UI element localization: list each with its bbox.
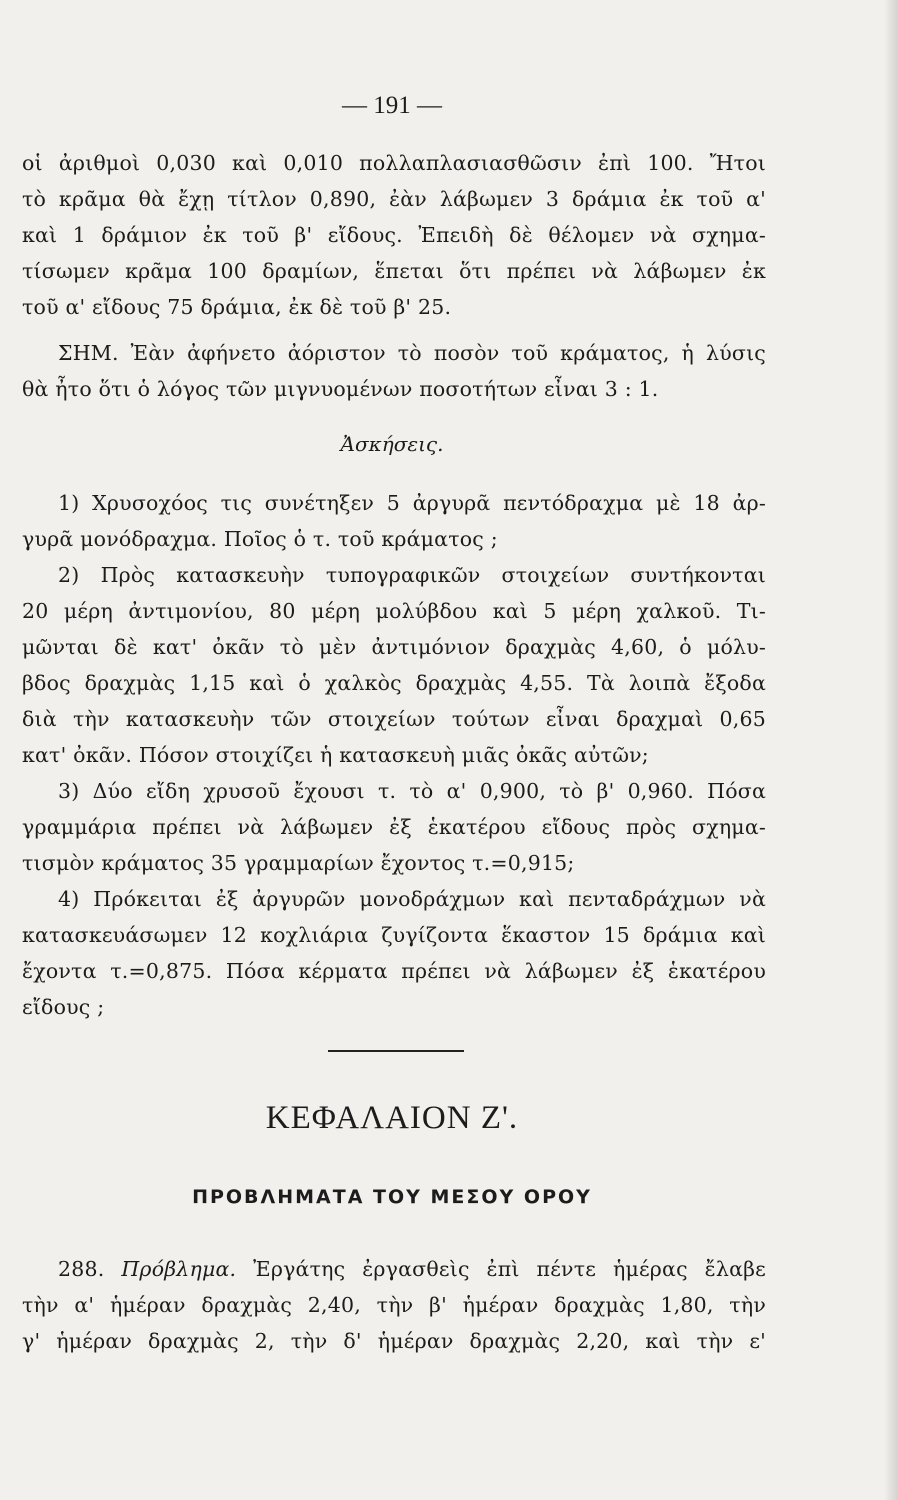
note-line: θὰ ἦτο ὅτι ὁ λόγος τῶν μιγνυομένων ποσοτήτων εἶναι 3 : 1. xyxy=(22,377,659,401)
exercise-line: γυρᾶ μονόδραχμα. Ποῖος ὁ τ. τοῦ κράματος ; xyxy=(22,527,498,551)
exercise-line: 2) Πρὸς κατασκευὴν τυπογραφικῶν στοιχείων συντήκονται xyxy=(58,563,766,587)
chapter-title: ΚΕΦΑΛΑΙΟΝ Ζ'. xyxy=(265,1100,519,1136)
problem-label: Πρόβλημα. xyxy=(121,1257,237,1281)
page-number: — 191 — xyxy=(342,92,442,119)
exercise-line: εἴδους ; xyxy=(22,995,105,1019)
problem-line: τὴν α' ἡμέραν δραχμὰς 2,40, τὴν β' ἡμέραν δραχμὰς 1,80, τὴν xyxy=(22,1293,766,1317)
problem-number: 288. xyxy=(58,1257,105,1281)
text-line: οἱ ἀριθμοὶ 0,030 καὶ 0,010 πολλαπλασιασθῶσιν ἐπὶ 100. Ἤτοι xyxy=(22,151,766,175)
exercise-line: 4) Πρόκειται ἐξ ἀργυρῶν μονοδράχμων καὶ πενταδράχμων νὰ xyxy=(58,887,766,911)
exercise-line: 1) Χρυσοχόος τις συνέτηξεν 5 ἀργυρᾶ πεντόδραχμα μὲ 18 ἀρ- xyxy=(58,491,766,515)
exercise-line: μῶνται δὲ κατ' ὀκᾶν τὸ μὲν ἀντιμόνιον δραχμὰς 4,60, ὁ μόλυ- xyxy=(22,635,766,659)
exercise-line: κατ' ὀκᾶν. Πόσον στοιχίζει ἡ κατασκευὴ μιᾶς ὀκᾶς αὐτῶν; xyxy=(22,743,649,767)
problem-first-line xyxy=(58,1256,766,1282)
problem-line: γ' ἡμέραν δραχμὰς 2, τὴν δ' ἡμέραν δραχμὰς 2,20, καὶ τὴν ε' xyxy=(22,1329,766,1353)
section-title: ΠΡΟΒΛΗΜΑΤΑ ΤΟΥ ΜΕΣΟΥ ΟΡΟΥ xyxy=(192,1186,592,1208)
exercise-line: βδος δραχμὰς 1,15 καὶ ὁ χαλκὸς δραχμὰς 4,55. Τὰ λοιπὰ ἔξοδα xyxy=(22,671,766,695)
exercise-line: 20 μέρη ἀντιμονίου, 80 μέρη μολύβδου καὶ 5 μέρη χαλκοῦ. Τι- xyxy=(22,599,766,623)
exercise-line: κατασκευάσωμεν 12 κοχλιάρια ζυγίζοντα ἕκαστον 15 δράμια καὶ xyxy=(22,923,766,947)
text-line: τοῦ α' εἴδους 75 δράμια, ἐκ δὲ τοῦ β' 25. xyxy=(22,295,452,319)
page-edge-shadow xyxy=(884,0,898,1500)
exercise-line: διὰ τὴν κατασκευὴν τῶν στοιχείων τούτων εἶναι δραχμαὶ 0,65 xyxy=(22,707,766,731)
exercise-line: γραμμάρια πρέπει νὰ λάβωμεν ἐξ ἑκατέρου εἴδους πρὸς σχημα- xyxy=(22,815,766,839)
note-line: ΣΗΜ. Ἐὰν ἀφήνετο ἀόριστον τὸ ποσὸν τοῦ κράματος, ἡ λύσις xyxy=(58,341,766,365)
text-line: καὶ 1 δράμιον ἐκ τοῦ β' εἴδους. Ἐπειδὴ δὲ θέλομεν νὰ σχημα- xyxy=(22,223,766,247)
problem-first-line-text: Ἐργάτης ἐργασθεὶς ἐπὶ πέντε ἡμέρας ἔλαβε xyxy=(253,1257,766,1281)
exercises-heading: Ἀσκήσεις. xyxy=(340,432,444,456)
exercise-line: τισμὸν κράματος 35 γραμμαρίων ἔχοντος τ.=0,915; xyxy=(22,851,575,875)
divider-rule xyxy=(328,1050,464,1052)
text-line: τὸ κρᾶμα θὰ ἔχῃ τίτλον 0,890, ἐὰν λάβωμεν 3 δράμια ἐκ τοῦ α' xyxy=(22,187,766,211)
exercise-line: ἔχοντα τ.=0,875. Πόσα κέρματα πρέπει νὰ λάβωμεν ἐξ ἑκατέρου xyxy=(22,959,766,983)
text-line: τίσωμεν κρᾶμα 100 δραμίων, ἕπεται ὅτι πρέπει νὰ λάβωμεν ἐκ xyxy=(22,259,766,283)
exercise-line: 3) Δύο εἴδη χρυσοῦ ἔχουσι τ. τὸ α' 0,900, τὸ β' 0,960. Πόσα xyxy=(58,779,766,803)
